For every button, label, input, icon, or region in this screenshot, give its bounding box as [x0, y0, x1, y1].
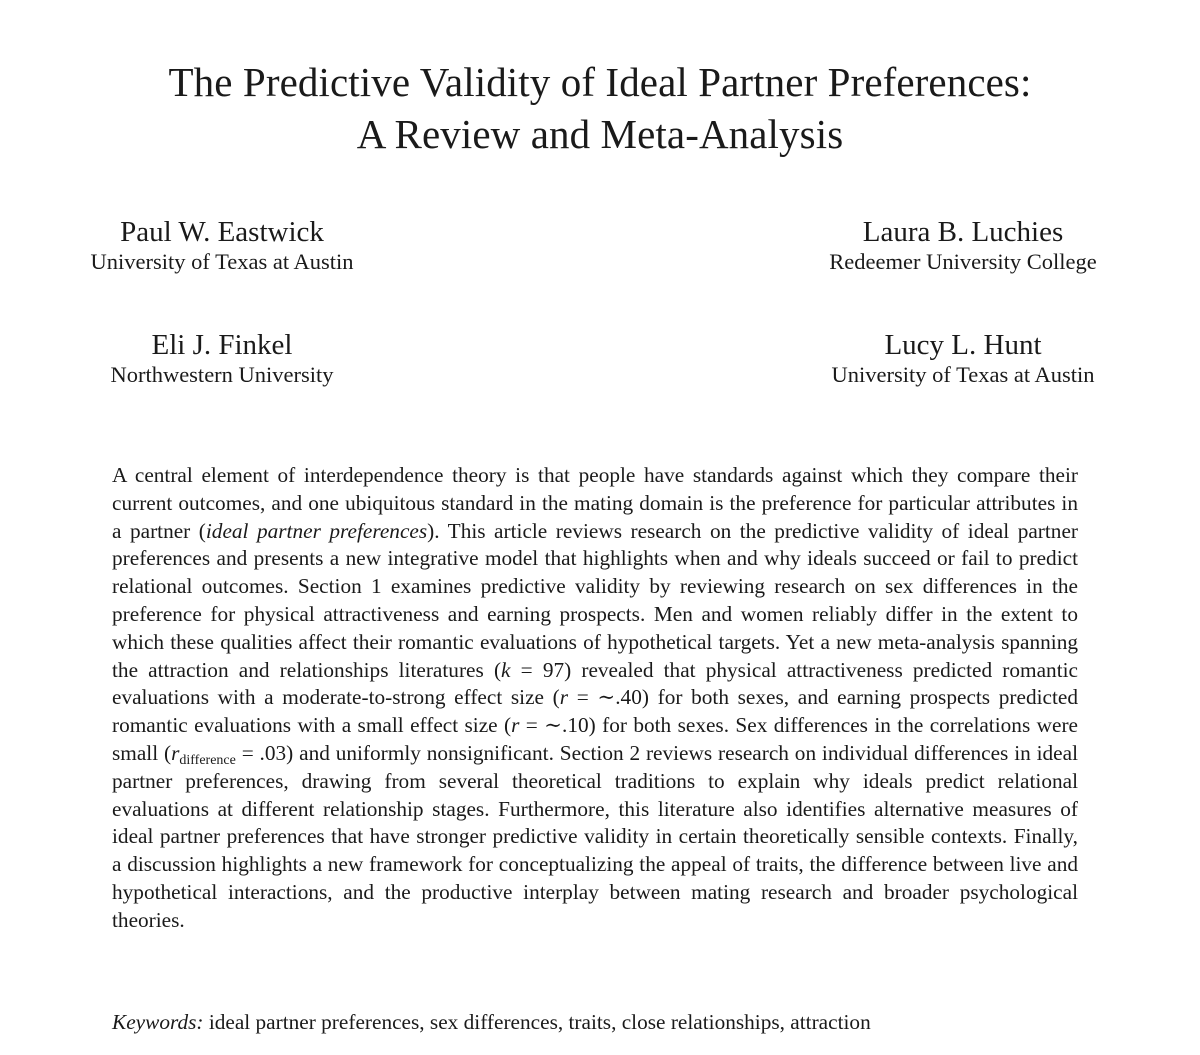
- author-block-finkel: [12, 329, 432, 389]
- paper-title: [0, 56, 1200, 160]
- author-block-hunt: [753, 329, 1173, 389]
- stat-variable-r: r: [559, 685, 569, 710]
- keywords-text: ideal partner preferences, sex differences, traits, close relationships, attraction: [203, 1010, 871, 1034]
- abstract-text: = ∼.10) for both sexes. Sex differences in the correlations were small (: [112, 713, 1078, 765]
- stat-variable-r: r: [171, 740, 180, 765]
- stat-subscript: difference: [179, 752, 236, 768]
- author-affiliation: University of Texas at Austin: [831, 362, 1095, 387]
- abstract-text: ). This article reviews research on the predictive validity of ideal partner preferences and presents a new integrative model that highlights when and why ideals succeed or fail to predict relational outcomes. Section 1 examines predictive validity by reviewing research on sex differences in the preference for physical attractiveness and earning prospects. Men and women reliably differ in the extent to which these qualities affect their romantic evaluations of hypothetical targets. Yet a new meta-analysis spanning the attraction and relationships literatures (: [112, 518, 1078, 682]
- abstract-italic-term: ideal partner preferences: [205, 518, 428, 543]
- stat-variable-r: r: [511, 713, 520, 738]
- title-line-2: A Review and Meta-Analysis: [356, 111, 844, 157]
- author-name: Paul W. Eastwick: [120, 216, 324, 248]
- author-name: Lucy L. Hunt: [884, 329, 1042, 361]
- author-affiliation: Northwestern University: [110, 362, 334, 387]
- abstract-paragraph: [112, 462, 1078, 935]
- abstract-text: = .03) and uniformly nonsignificant. Section 2 reviews research on individual differences in ideal partner preferences, drawing from several theoretical traditions to explain why ideals predict relational evaluations at different relationship stages. Furthermore, this literature also identifies alternative measures of ideal partner preferences that have stronger predictive validity in certain theoretically sensible contexts. Finally, a discussion highlights a new framework for conceptualizing the appeal of traits, the difference between live and hypothetical interactions, and the productive interplay between mating research and broader psychological theories.: [112, 740, 1078, 932]
- author-block-eastwick: [12, 216, 432, 276]
- title-line-1: The Predictive Validity of Ideal Partner Preferences:: [168, 59, 1032, 105]
- keywords-line: [112, 1008, 1078, 1036]
- abstract-text: A central element of interdependence theory is that people have standards against which they compare their current outcomes, and one ubiquitous standard in the mating domain is the preference for particular attributes in a partner (: [112, 463, 1078, 543]
- author-affiliation: University of Texas at Austin: [90, 249, 354, 274]
- author-block-luchies: [753, 216, 1173, 276]
- abstract-text: = 97) revealed that physical attractiveness predicted romantic evaluations with a moderate-to-strong effect size (: [112, 657, 1078, 710]
- stat-variable-k: k: [501, 657, 511, 682]
- author-name: Laura B. Luchies: [862, 216, 1064, 248]
- author-name: Eli J. Finkel: [151, 329, 293, 361]
- abstract-text: = ∼.40) for both sexes, and earning prospects predicted romantic evaluations with a small effect size (: [112, 685, 1078, 738]
- keywords-label: Keywords:: [112, 1010, 204, 1034]
- author-affiliation: Redeemer University College: [829, 249, 1097, 274]
